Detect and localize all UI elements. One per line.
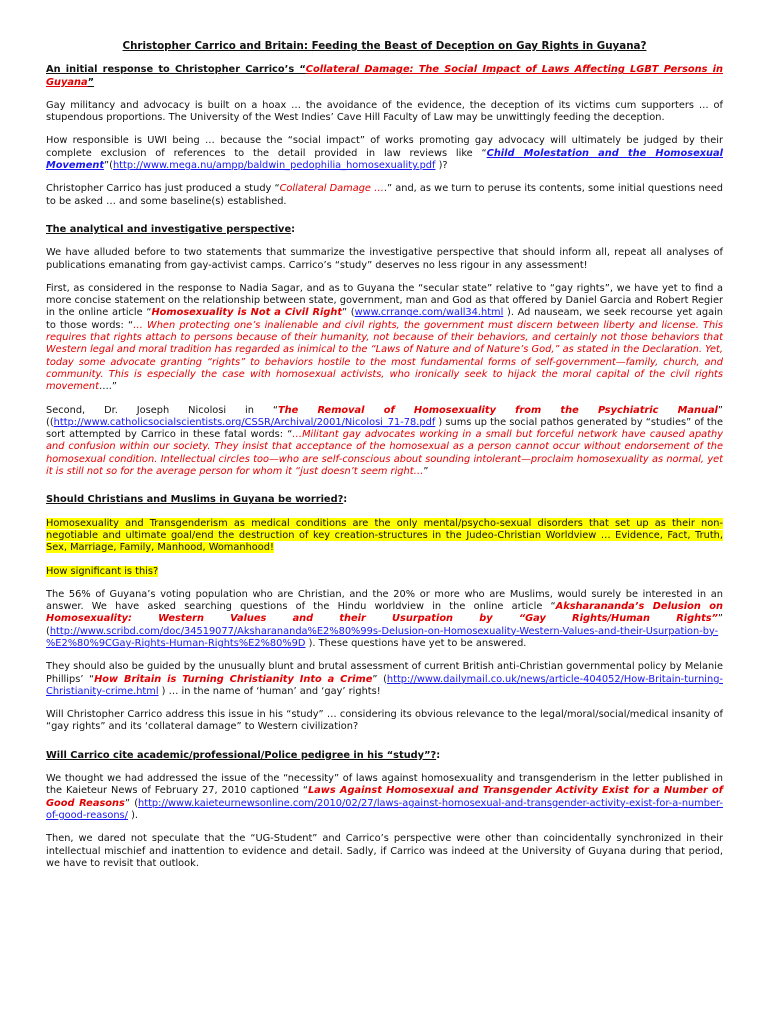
intro-heading: [46, 64, 723, 89]
p2-mid: ”(: [104, 160, 113, 172]
paragraph-13: Then, we dared not speculate that the “UG-Student” and Carrico’s perspective were other than coincidentally synchronized in their intellectual mischief and inattention to evidence and detail. Sadly, if Carrico was indeed at the University of Guyana during that period, we have to revisit that outlook.: [46, 833, 723, 869]
paragraph-11: Will Christopher Carrico address this issue in his “study” … considering its obvious relevance to the legal/moral/social/medical insanity of “gay rights” and its ‘collateral damage” to Western civilization?: [46, 709, 723, 733]
document-title: Christopher Carrico and Britain: Feeding the Beast of Deception on Gay Rights in Guyana?: [122, 40, 647, 52]
p6-b: ” ((: [46, 404, 723, 428]
nicolosi-quote: …Militant gay advocates working in a small but forceful network have caused apathy and confusion within our society. They insist that acceptance of the homosexual as a person cannot occur without endorsement of the homosexual condition. Intellectual circles too—who are self-conscious about sounding intolerant—proclaim homosexuality as normal, yet it is still not so for the average person for whom it “just doesn’t seem right…: [46, 429, 724, 478]
collateral-damage-title: Collateral Damage: The Social Impact of Laws Affecting LGBT Persons in Guyana: [46, 64, 723, 88]
child-molestation-link-title[interactable]: Child Molestation and the Homosexual Movement: [46, 147, 723, 172]
paragraph-10: [46, 661, 723, 698]
section1-heading-text: The analytical and investigative perspective: [46, 223, 292, 235]
p10-a: They should also be guided by the unusually blunt and brutal assessment of current British anti-Christian governmental policy by Melanie Phillips’ “: [46, 661, 723, 685]
paragraph-4: We have alluded before to two statements that summarize the investigative perspective that should inform all, repeat all analyses of publications emanating from gay-activist camps. Carrico’s “study” deserves no less rigour in any assessment!: [46, 247, 723, 271]
dailymail-link[interactable]: http://www.dailymail.co.uk/news/article-404052/How-Britain-turning-Christianity-crime.html: [46, 673, 723, 697]
section1-colon: :: [291, 223, 296, 235]
p3-b: .” and, as we turn to peruse its contents, some initial questions need to be asked … and some baseline(s) established.: [46, 183, 723, 207]
p10-c: ) … in the name of ‘human’ and ‘gay’ rights!: [158, 685, 381, 697]
collateral-damage-ref: Collateral Damage …: [279, 183, 384, 195]
section-heading-worried: [46, 494, 723, 506]
crrange-link[interactable]: www.crrange.com/wall34.html: [354, 307, 504, 319]
intro-lead: An initial response to Christopher Carrico’s “: [46, 64, 306, 76]
p12-a: We thought we had addressed the issue of the “necessity” of laws against homosexuality and transgenderism in the letter published in the Kaieteur News of February 27, 2010 captioned “: [46, 773, 723, 797]
section3-heading-text: Will Carrico cite academic/professional/Police pedigree in his “study”?: [46, 749, 437, 761]
section-heading-pedigree: [46, 750, 723, 762]
mega-nu-link[interactable]: http://www.mega.nu/ampp/baldwin_pedophilia_homosexuality.pdf: [112, 160, 436, 172]
p3-a: Christopher Carrico has just produced a study “: [46, 183, 280, 195]
paragraph-1: Gay militancy and advocacy is built on a hoax … the avoidance of the evidence, the deception of its victims cum supporters … of stupendous proportions. The University of the West Indies’ Cave Hill Faculty of Law may be unwittingly feeding the deception.: [46, 99, 723, 124]
p9-a: The 56% of Guyana’s voting population who are Christian, and the 20% or more who are Muslims, would surely be interested in an answer. We have asked searching questions of the Hindu worldview in the online article “: [46, 588, 723, 613]
paragraph-9: [46, 589, 723, 650]
garcia-regier-quote: … When protecting one’s inalienable and civil rights, the government must discern between liberty and license. This requires that rights attach to persons because of their humanity, not because of their behaviors, and certainly not those behaviors that Western legal and moral tradition has regarded as inimical to the “Laws of Nature and of Nature’s God,” as stated in the Declaration. Yet, today some advocate granting “rights” to behaviors hostile to the most fundamental forms of self-government—family, church, and community. This is especially the case with homosexual activists, who ironically seek to hijack the moral capital of the civil rights movement: [46, 319, 723, 393]
p9-b: ” (: [46, 613, 723, 637]
paragraph-8-highlighted: [46, 566, 723, 578]
aksharananda-article-title: Aksharananda’s Delusion on Homosexuality: Western Values and their Usurpation by “Gay Rights/Human Rights”: [46, 601, 723, 625]
nicolosi-article-title: The Removal of Homosexuality from the Psychiatric Manual: [277, 404, 718, 416]
p5-c: ). Ad nauseam, we seek recourse yet again to those words: “: [46, 307, 724, 331]
p5-a: First, as considered in the response to Nadia Sagar, and as to Guyana the “secular state” relative to “gay rights”, we have yet to find a more concise statement on the relationship between state, government, man and God as that offered by Daniel Garcia and Robert Regier in the online article “: [46, 282, 723, 319]
p6-a: Second, Dr. Joseph Nicolosi in “: [46, 404, 278, 416]
p6-end: ”: [423, 466, 429, 478]
paragraph-2: [46, 135, 723, 172]
intro-close: ”: [87, 76, 95, 88]
scribd-link[interactable]: http://www.scribd.com/doc/34519077/Aksharananda%E2%80%99s-Delusion-on-Homosexuality-Western-Values-and-their-Usurpation-by-%E2%80%9CGay-Rights-Human-Rights%E2%80%9D: [46, 625, 719, 649]
civil-right-article-title: Homosexuality is Not a Civil Right: [151, 307, 343, 319]
section2-heading-text: Should Christians and Muslims in Guyana be worried?: [46, 494, 344, 506]
p7-highlight-text: Homosexuality and Transgenderism as medical conditions are the only mental/psycho-sexual disorders that set up as their non-negotiable and ultimate goal/end the destruction of key creation-structures in the Judeo-Christian Worldview … Evidence, Fact, Truth, Sex, Marriage, Family, Manhood, Womanhood!: [46, 517, 723, 554]
paragraph-3: [46, 183, 723, 208]
catholic-social-scientists-link[interactable]: http://www.catholicsocialscientists.org/CSSR/Archival/2001/Nicolosi_71-78.pdf: [53, 416, 436, 428]
p2-end: )?: [435, 160, 448, 172]
document-page: [46, 40, 723, 881]
kaieteur-article-title: Laws Against Homosexual and Transgender Activity Exist for a Number of Good Reasons: [46, 785, 724, 809]
p12-c: ).: [127, 809, 139, 821]
section-heading-analytical: [46, 224, 723, 236]
section3-colon: :: [436, 749, 441, 761]
p5-b: ” (: [342, 307, 355, 319]
p12-b: ” (: [124, 797, 139, 809]
paragraph-12: [46, 773, 723, 822]
paragraph-7-highlighted: [46, 518, 723, 555]
p6-c: ) sums up the social pathos generated by “studies” of the sort attempted by Carrico in these fatal words: “: [46, 416, 723, 441]
phillips-article-title: How Britain is Turning Christianity Into a Crime: [94, 673, 373, 685]
p2-text: How responsible is UWI being … because the “social impact” of works promoting gay advocacy will ultimately be judged by their complete exclusion of references to the detail provided in law reviews like “: [46, 135, 723, 159]
p8-highlight-text: How significant is this?: [46, 565, 159, 577]
kaieteur-link[interactable]: http://www.kaieteurnewsonline.com/2010/02/27/laws-against-homosexual-and-transgender-activity-exist-for-a-number-of-good-reasons/: [46, 797, 723, 821]
p5-end: ….”: [98, 381, 117, 393]
p9-c: ). These questions have yet to be answered.: [305, 637, 527, 649]
paragraph-6: [46, 405, 723, 479]
p10-b: ” (: [372, 673, 387, 685]
section2-colon: :: [343, 494, 348, 506]
paragraph-5: [46, 283, 723, 394]
